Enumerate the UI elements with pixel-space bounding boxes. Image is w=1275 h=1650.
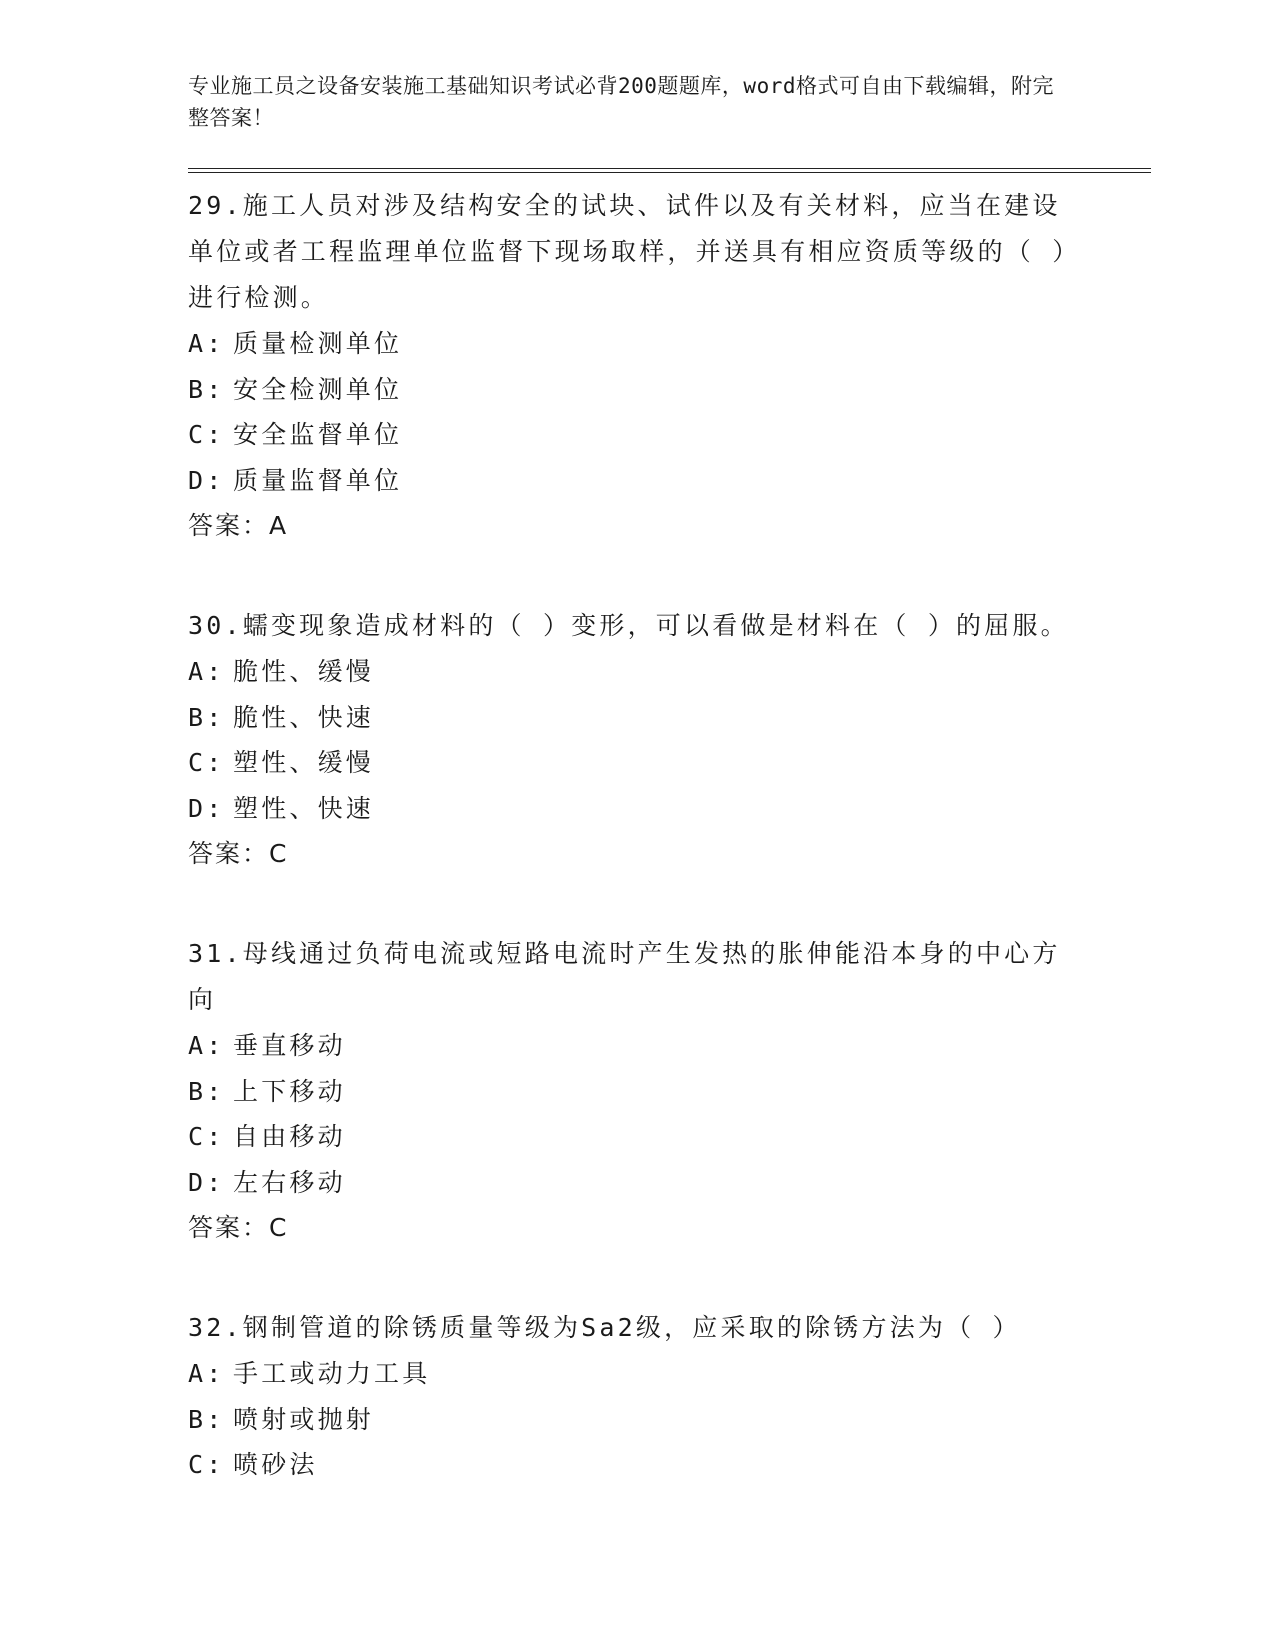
option-a [188, 649, 1148, 695]
question-31 [188, 931, 1148, 1251]
option-c [188, 1442, 1148, 1488]
option-key: D: [188, 1167, 225, 1197]
option-key: B: [188, 374, 225, 404]
option-text: 塑性、快速 [233, 793, 375, 823]
option-text: 手工或动力工具 [233, 1359, 431, 1388]
question-29 [188, 183, 1148, 549]
option-text: 安全检测单位 [233, 374, 403, 404]
answer-line: 答案：C [188, 1213, 289, 1242]
spacer [188, 877, 1148, 921]
question-stem: 31.母线通过负荷电流或短路电流时产生发热的胀伸能沿本身的中心方向 [188, 939, 1061, 1014]
option-key: B: [188, 1076, 225, 1106]
option-text: 喷砂法 [233, 1450, 318, 1479]
question-stem: 32.钢制管道的除锈质量等级为Sa2级，应采取的除锈方法为（ ） [188, 1313, 1021, 1342]
option-b [188, 1069, 1148, 1115]
option-c [188, 412, 1148, 458]
option-key: A: [188, 329, 225, 358]
document-header: 专业施工员之设备安装施工基础知识考试必背200题题库，word格式可自由下载编辑，附完整答案！ [188, 74, 1054, 130]
option-key: C: [188, 420, 225, 449]
option-text: 左右移动 [233, 1167, 346, 1197]
option-text: 质量检测单位 [233, 329, 403, 358]
option-key: A: [188, 1359, 225, 1388]
option-key: B: [188, 702, 225, 732]
option-key: C: [188, 748, 225, 777]
option-b [188, 367, 1148, 413]
option-a [188, 1351, 1148, 1397]
option-b [188, 1397, 1148, 1443]
answer-line: 答案：C [188, 839, 289, 868]
option-d [188, 458, 1148, 504]
option-key: D: [188, 793, 225, 823]
option-text: 质量监督单位 [233, 465, 403, 495]
question-30 [188, 603, 1148, 877]
option-c [188, 1114, 1148, 1160]
header-divider [188, 168, 1151, 173]
option-text: 脆性、快速 [233, 702, 375, 732]
option-text: 自由移动 [233, 1122, 346, 1151]
option-text: 塑性、缓慢 [233, 748, 375, 777]
option-d [188, 1160, 1148, 1206]
option-a [188, 321, 1148, 367]
option-b [188, 695, 1148, 741]
option-key: C: [188, 1450, 225, 1479]
option-d [188, 786, 1148, 832]
document-page [188, 70, 1148, 1488]
option-key: C: [188, 1122, 225, 1151]
spacer [188, 549, 1148, 593]
question-stem: 30.蠕变现象造成材料的（ ）变形，可以看做是材料在（ ）的屈服。 [188, 611, 1069, 640]
option-c [188, 740, 1148, 786]
option-key: B: [188, 1404, 225, 1434]
question-stem: 29.施工人员对涉及结构安全的试块、试件以及有关材料，应当在建设单位或者工程监理单位监督下现场取样，并送具有相应资质等级的（ ）进行检测。 [188, 191, 1081, 312]
option-text: 喷射或抛射 [233, 1404, 375, 1434]
option-text: 脆性、缓慢 [233, 657, 375, 686]
option-a [188, 1023, 1148, 1069]
option-key: A: [188, 657, 225, 686]
option-key: A: [188, 1031, 225, 1060]
question-32 [188, 1305, 1148, 1488]
option-text: 安全监督单位 [233, 420, 403, 449]
spacer [188, 1251, 1148, 1295]
option-text: 上下移动 [233, 1076, 346, 1106]
answer-line: 答案：A [188, 511, 289, 540]
option-text: 垂直移动 [233, 1031, 346, 1060]
option-key: D: [188, 465, 225, 495]
